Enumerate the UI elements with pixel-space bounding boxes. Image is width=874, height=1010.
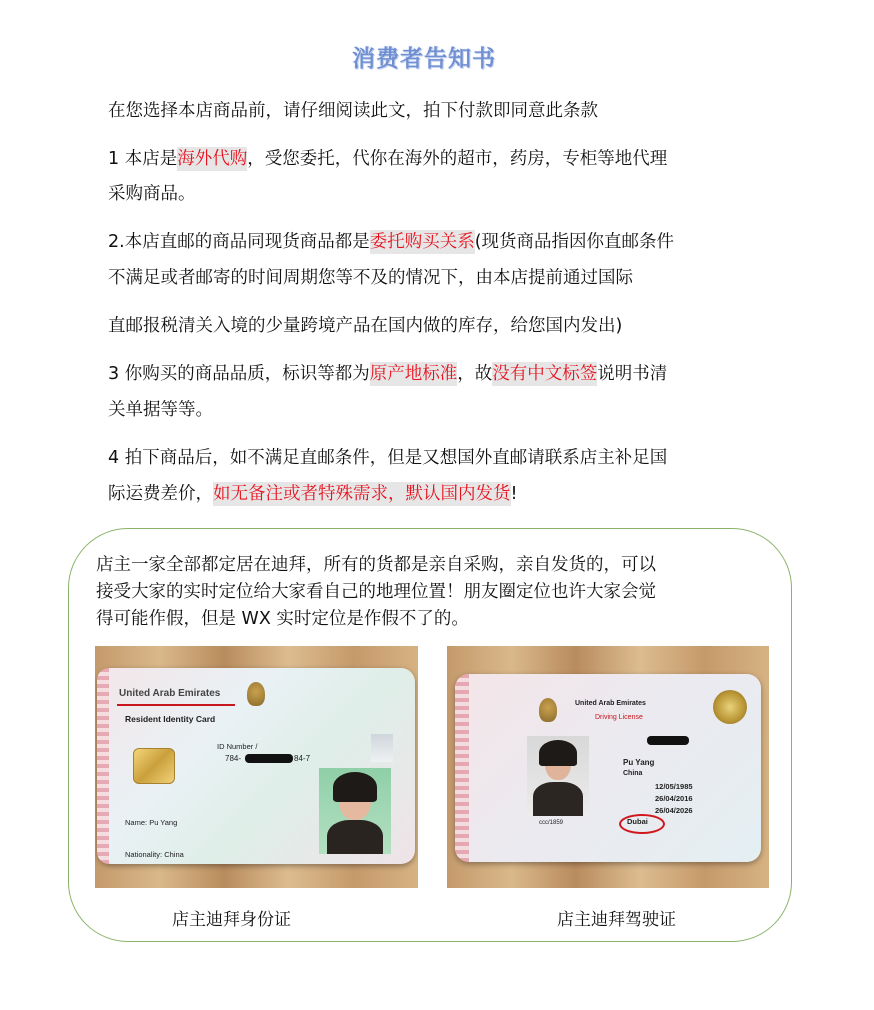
item-2-line-1 — [108, 229, 674, 255]
id-nationality-label: Nationality: — [125, 850, 163, 859]
caption-driving-license: 店主迪拜驾驶证 — [557, 910, 676, 930]
license-nationality: China — [623, 770, 643, 777]
red-underline — [117, 704, 235, 706]
item-4-text-a: 际运费差价， — [108, 484, 213, 504]
item-3-highlight-2: 没有中文标签 — [492, 364, 598, 384]
license-code: ccc/1859 — [539, 820, 564, 826]
item-1-line-2: 采购商品。 — [108, 184, 196, 204]
item-2-text-a: 2.本店直邮的商品同现货商品都是 — [108, 232, 370, 252]
license-holder-photo — [527, 736, 589, 816]
item-1-highlight: 海外代购 — [177, 149, 248, 169]
item-3-highlight-1: 原产地标准 — [369, 364, 458, 384]
item-4-highlight: 如无备注或者特殊需求，默认国内发货 — [213, 484, 511, 504]
item-1-text-b: ，受您委托，代你在海外的超市，药房，专柜等地代理 — [247, 149, 668, 169]
license-dob: 12/05/1985 — [655, 782, 693, 791]
item-3-line-2: 关单据等等。 — [108, 400, 213, 420]
id-type: Resident Identity Card — [125, 714, 216, 724]
id-nationality-value: China — [164, 850, 184, 859]
license-expiry-date: 26/04/2026 — [655, 806, 693, 815]
id-name — [125, 818, 177, 827]
id-name-label: Name: — [125, 818, 148, 827]
license-card — [455, 674, 761, 862]
item-1-text-a: 1 本店是 — [108, 149, 178, 169]
ghost-photo — [371, 734, 393, 762]
item-2-line-2: 不满足或者邮寄的时间周期您等不及的情况下，由本店提前通过国际 — [108, 268, 633, 288]
item-3-text-c: 说明书清 — [597, 364, 668, 384]
item-4-line-1: 4 拍下商品后，如不满足直邮条件，但是又想国外直邮请联系店主补足国 — [108, 448, 668, 468]
item-4-line-2 — [108, 481, 518, 507]
license-issue-date: 26/04/2016 — [655, 794, 693, 803]
item-3-text-b: ，故 — [457, 364, 493, 384]
id-card — [97, 668, 415, 864]
item-4-text-b: ! — [510, 484, 518, 504]
emblem-icon — [539, 698, 557, 722]
id-name-value: Pu Yang — [149, 818, 178, 827]
item-2-line-3: 直邮报税清关入境的少量跨境产品在国内做的库存，给您国内发出) — [108, 316, 623, 336]
id-card-photo — [95, 646, 418, 888]
id-number-suffix: 84-7 — [294, 754, 311, 763]
id-country: United Arab Emirates — [119, 688, 221, 699]
redaction-mark — [245, 754, 293, 763]
item-2-text-b: (现货商品指因你直邮条件 — [474, 232, 675, 252]
license-country: United Arab Emirates — [575, 700, 646, 707]
license-place: Dubai — [627, 817, 648, 826]
license-name: Pu Yang — [623, 758, 655, 767]
redaction-mark — [647, 736, 689, 745]
item-2-highlight: 委托购买关系 — [369, 232, 475, 252]
id-nationality — [125, 850, 184, 859]
card-border-pattern — [455, 674, 469, 862]
item-3-text-a: 3 你购买的商品品质，标识等都为 — [108, 364, 370, 384]
id-number-prefix: 784- — [225, 754, 242, 763]
emblem-icon — [247, 682, 265, 706]
license-type: Driving License — [595, 714, 643, 721]
item-1-line-1 — [108, 146, 667, 172]
chip-icon — [133, 748, 175, 784]
page-title: 消费者告知书 — [352, 46, 496, 72]
item-3-line-1 — [108, 361, 667, 387]
caption-id-card: 店主迪拜身份证 — [172, 910, 291, 930]
box-line-3: 得可能作假，但是 WX 实时定位是作假不了的。 — [96, 609, 469, 629]
id-number-label: ID Number / — [217, 742, 258, 751]
box-line-1: 店主一家全部都定居在迪拜，所有的货都是亲自采购，亲自发货的，可以 — [96, 555, 656, 575]
box-line-2: 接受大家的实时定位给大家看自己的地理位置！朋友圈定位也许大家会觉 — [96, 582, 656, 602]
card-border-pattern — [97, 668, 109, 864]
driving-license-photo — [447, 646, 769, 888]
gcc-logo-icon — [713, 690, 747, 724]
holder-photo — [319, 768, 391, 854]
intro-line: 在您选择本店商品前，请仔细阅读此文，拍下付款即同意此条款 — [108, 101, 598, 121]
